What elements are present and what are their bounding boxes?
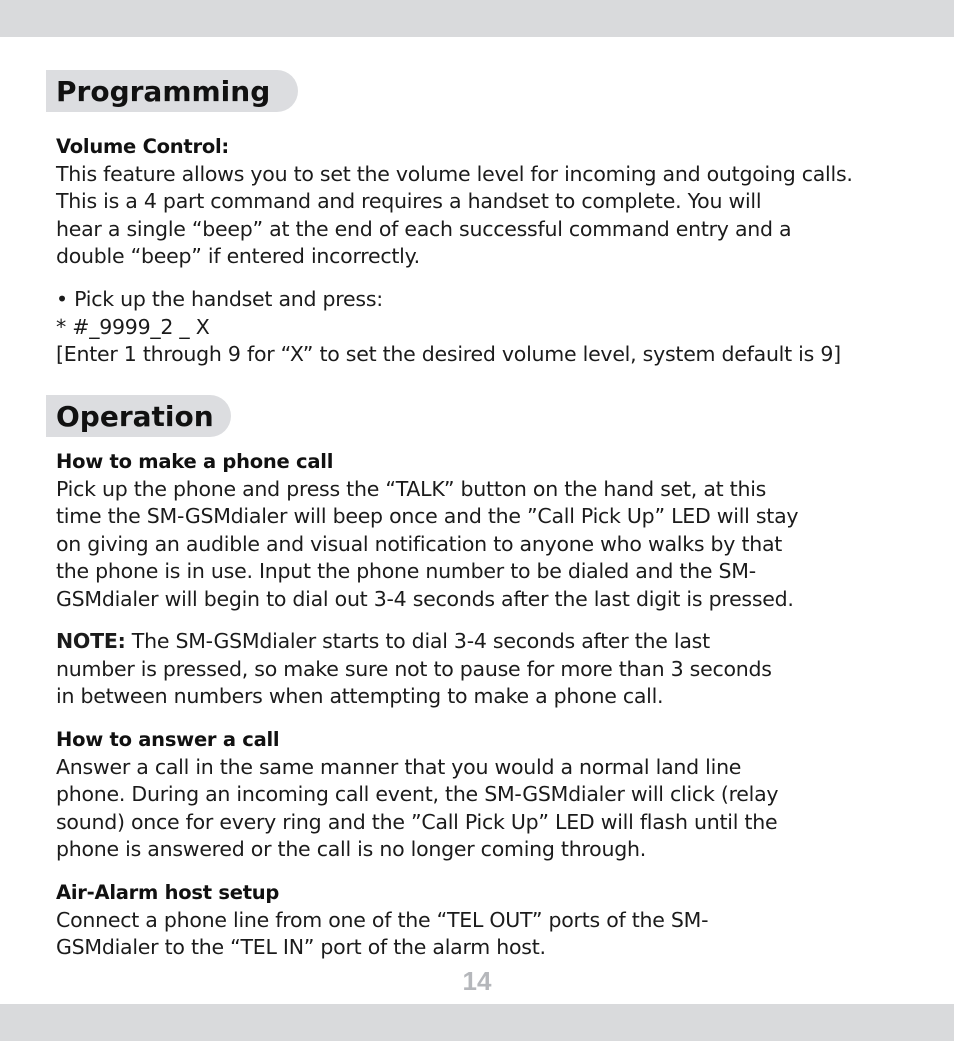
section-heading-programming: Programming: [46, 70, 298, 112]
paragraph-line: on giving an audible and visual notification to anyone who walks by that: [56, 531, 783, 556]
paragraph-line: number is pressed, so make sure not to pause for more than 3 seconds: [56, 656, 772, 681]
answer-call-subheading: How to answer a call: [56, 728, 280, 751]
paragraph-line: GSMdialer to the “TEL IN” port of the alarm host.: [56, 935, 546, 959]
footer-band: [0, 1004, 954, 1041]
note-section: [56, 628, 936, 711]
paragraph-line: Answer a call in the same manner that you would a normal land line: [56, 754, 742, 779]
section-heading-operation: Operation: [46, 395, 231, 437]
paragraph-line: time the SM-GSMdialer will beep once and the ”Call Pick Up” LED will stay: [56, 504, 799, 528]
paragraph-line: phone. During an incoming call event, the SM-GSMdialer will click (relay: [56, 782, 779, 806]
alarm-setup-section: [56, 879, 936, 962]
make-call-subheading: How to make a phone call: [56, 450, 334, 473]
paragraph-line: Pick up the phone and press the “TALK” button on the hand set, at this: [56, 476, 767, 501]
volume-control-section: [56, 133, 936, 271]
paragraph-line: GSMdialer will begin to dial out 3-4 seconds after the last digit is pressed.: [56, 586, 794, 611]
note-text: The SM-GSMdialer starts to dial 3-4 seconds after the last: [125, 629, 710, 653]
paragraph-line: the phone is in use. Input the phone number to be dialed and the SM-: [56, 559, 756, 583]
paragraph-line: double “beep” if entered incorrectly.: [56, 244, 420, 268]
paragraph-line: in between numbers when attempting to make a phone call.: [56, 684, 664, 708]
header-band: [0, 0, 954, 37]
note-first-line: [56, 628, 936, 656]
paragraph-line: hear a single “beep” at the end of each successful command entry and a: [56, 216, 792, 241]
volume-control-subheading: Volume Control:: [56, 135, 229, 158]
make-call-section: [56, 448, 936, 613]
page-number: 14: [462, 966, 492, 996]
instruction-line: • Pick up the handset and press:: [56, 287, 383, 311]
paragraph-line: Connect a phone line from one of the “TEL OUT” ports of the SM-: [56, 907, 709, 932]
instruction-note: [Enter 1 through 9 for “X” to set the desired volume level, system default is 9]: [56, 342, 841, 366]
paragraph-line: phone is answered or the call is no longer coming through.: [56, 837, 646, 861]
volume-instructions: [56, 286, 936, 369]
alarm-setup-subheading: Air-Alarm host setup: [56, 881, 280, 904]
paragraph-line: sound) once for every ring and the ”Call Pick Up” LED will flash until the: [56, 809, 778, 834]
paragraph-line: This is a 4 part command and requires a handset to complete. You will: [56, 189, 762, 213]
command-code: * #_9999_2 _ X: [56, 314, 210, 339]
answer-call-section: [56, 726, 936, 864]
paragraph-line: This feature allows you to set the volume level for incoming and outgoing calls.: [56, 161, 853, 186]
note-label: NOTE:: [56, 629, 126, 653]
